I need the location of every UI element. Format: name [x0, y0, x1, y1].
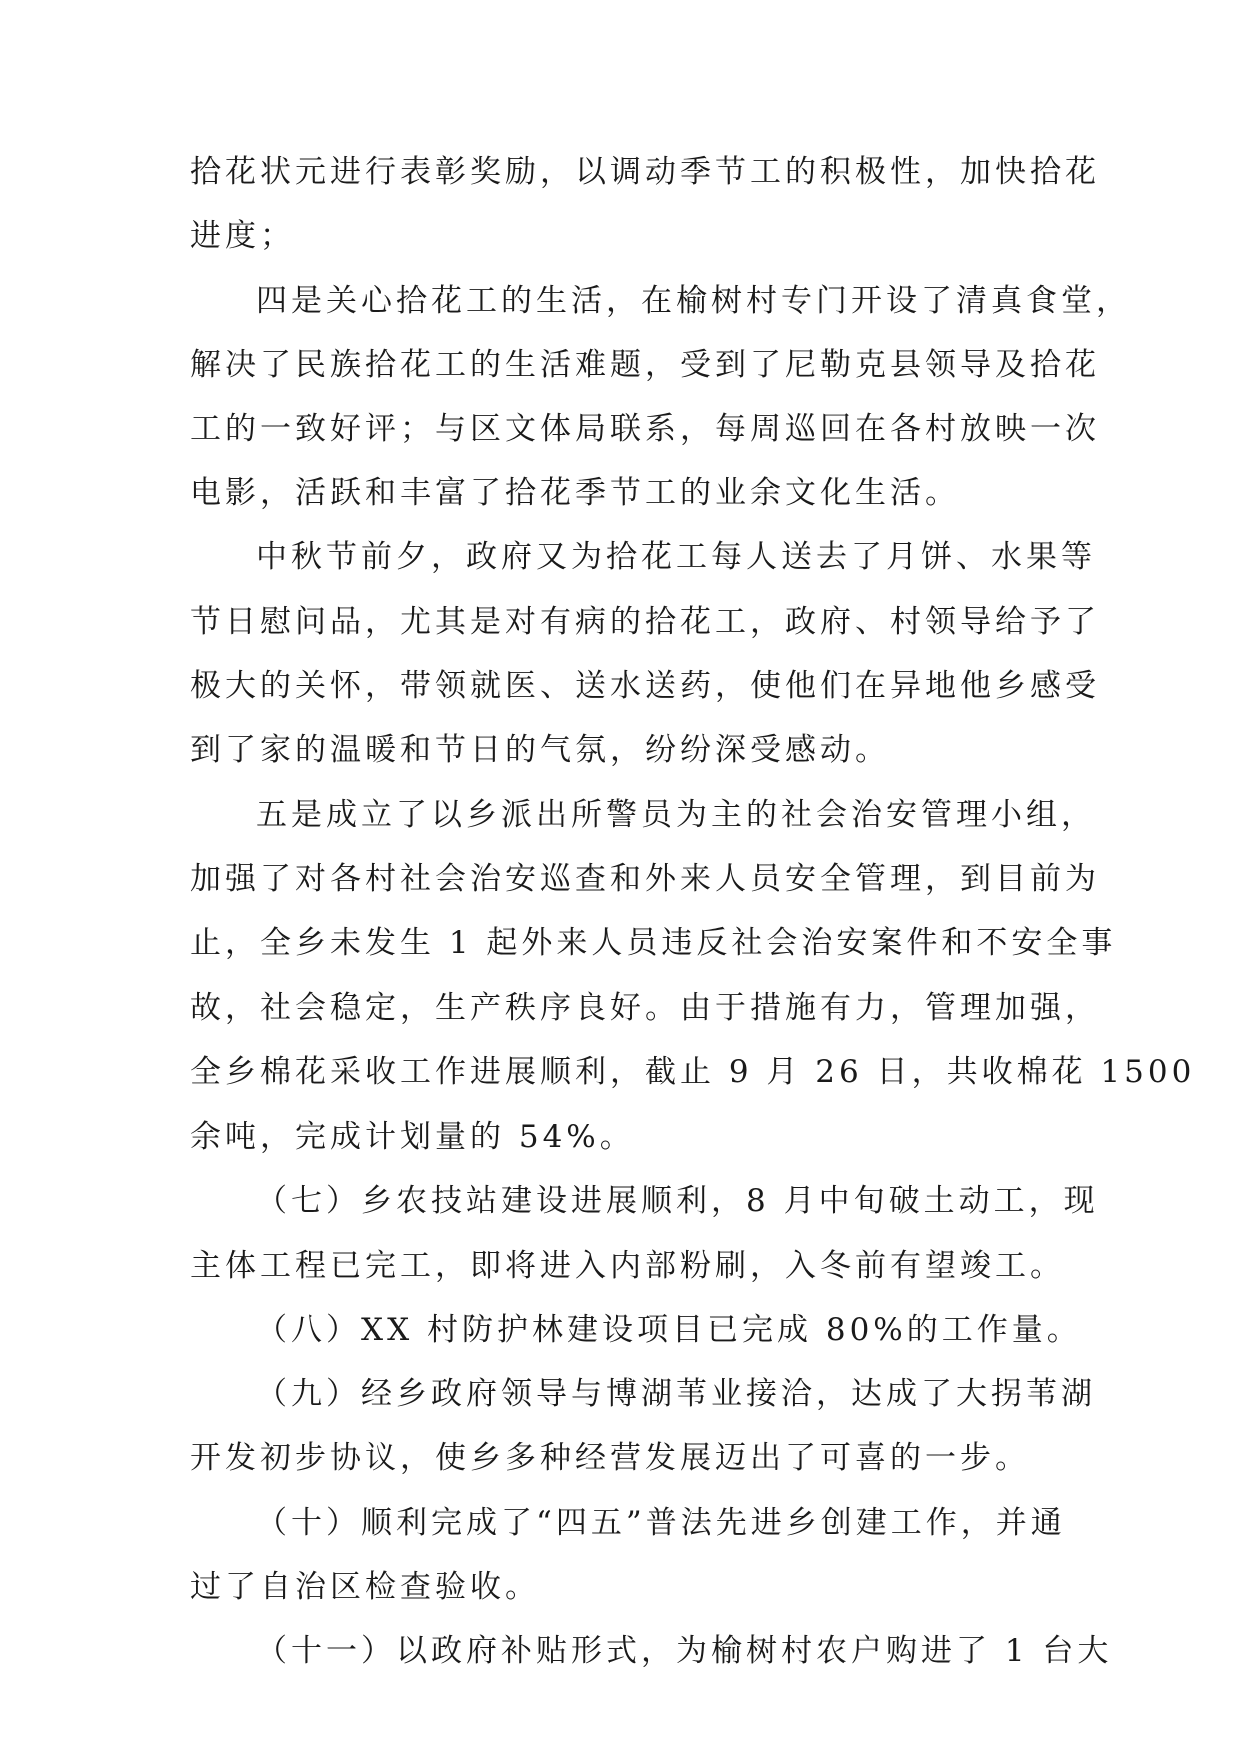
text-line: 主体工程已完工，即将进入内部粉刷，入冬前有望竣工。 [190, 1248, 1065, 1284]
text-line: （七）乡农技站建设进展顺利，8 月中旬破土动工，现 [256, 1183, 1099, 1219]
text-line: 止，全乡未发生 1 起外来人员违反社会治安案件和不安全事 [190, 925, 1117, 961]
text-line: 加强了对各村社会治安巡查和外来人员安全管理，到目前为 [190, 861, 1100, 897]
text-line: 进度； [190, 218, 295, 254]
text-line: 到了家的温暖和节日的气氛，纷纷深受感动。 [190, 732, 890, 768]
text-line: 故，社会稳定，生产秩序良好。由于措施有力，管理加强， [190, 990, 1100, 1026]
text-line: （十一）以政府补贴形式，为榆树村农户购进了 1 台大 [256, 1633, 1113, 1669]
text-line: 开发初步协议，使乡多种经营发展迈出了可喜的一步。 [190, 1440, 1030, 1476]
text-line: 节日慰问品，尤其是对有病的拾花工，政府、村领导给予了 [190, 604, 1100, 640]
text-line: 五是成立了以乡派出所警员为主的社会治安管理小组， [256, 797, 1096, 833]
text-line: 解决了民族拾花工的生活难题，受到了尼勒克县领导及拾花 [190, 347, 1100, 383]
text-line: 工的一致好评；与区文体局联系，每周巡回在各村放映一次 [190, 411, 1100, 447]
text-line: （十）顺利完成了“四五”普法先进乡创建工作，并通 [256, 1505, 1066, 1541]
text-line: （九）经乡政府领导与博湖苇业接洽，达成了大拐苇湖 [256, 1376, 1096, 1412]
text-line: 拾花状元进行表彰奖励，以调动季节工的积极性，加快拾花 [190, 154, 1100, 190]
text-line: 全乡棉花采收工作进展顺利，截止 9 月 26 日，共收棉花 1500 [190, 1054, 1196, 1090]
text-line: 余吨，完成计划量的 54%。 [190, 1119, 635, 1155]
text-line: 过了自治区检查验收。 [190, 1569, 540, 1605]
text-line: 四是关心拾花工的生活，在榆树村专门开设了清真食堂， [256, 283, 1131, 319]
text-line: 中秋节前夕，政府又为拾花工每人送去了月饼、水果等 [256, 539, 1096, 575]
text-line: （八）XX 村防护林建设项目已完成 80%的工作量。 [256, 1312, 1082, 1348]
text-line: 电影，活跃和丰富了拾花季节工的业余文化生活。 [190, 475, 960, 511]
text-line: 极大的关怀，带领就医、送水送药，使他们在异地他乡感受 [190, 668, 1100, 704]
